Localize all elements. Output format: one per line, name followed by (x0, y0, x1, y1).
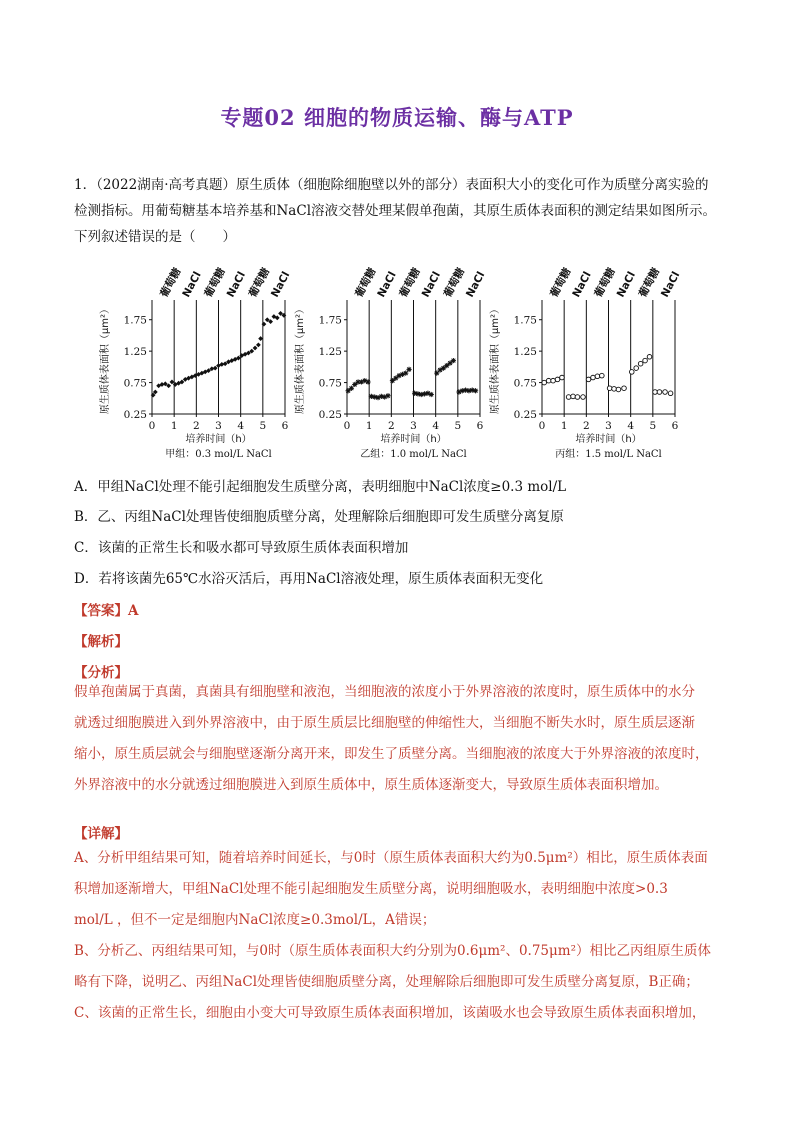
data-point (447, 360, 452, 365)
data-point (575, 395, 580, 400)
y-tick-label: 1.75 (513, 314, 537, 327)
data-point (346, 388, 351, 393)
chart-panel (293, 265, 487, 460)
analysis-label: 【解析】 (74, 634, 128, 650)
question-stem (74, 172, 724, 250)
y-tick-label: 1.25 (123, 346, 147, 359)
data-point (595, 374, 600, 379)
data-point (607, 386, 612, 391)
period-header: 葡萄糖 (353, 265, 379, 300)
fenxi-line: 就透过细胞膜进入到外界溶液中，由于原生质层比细胞壁的伸缩性大，当细胞不断失水时，原生质层逐渐 (74, 715, 695, 731)
y-tick-label: 1.25 (513, 346, 537, 359)
period-header: NaCl (614, 269, 638, 300)
y-tick-label: 0.25 (123, 409, 147, 421)
fenxi-text (74, 677, 724, 801)
data-point (390, 378, 395, 383)
x-axis-label: 培养时间（h） (575, 434, 642, 445)
panel-caption: 乙组：1.0 mol/L NaCl (360, 449, 467, 460)
x-tick-label: 4 (237, 420, 245, 432)
period-header: NaCl (658, 269, 683, 300)
x-tick-label: 5 (259, 420, 267, 432)
x-tick-label: 0 (148, 420, 156, 432)
data-point (253, 346, 258, 351)
x-tick-label: 6 (476, 420, 484, 432)
xiangjie-label: 【详解】 (74, 826, 128, 842)
question-line: 1．（2022湖南·高考真题）原生质体（细胞除细胞壁以外的部分）表面积大小的变化可作为质壁分离实验的 (74, 177, 709, 193)
x-tick-label: 6 (281, 420, 289, 432)
data-point (571, 394, 576, 399)
x-tick-label: 1 (365, 420, 373, 432)
period-header: 葡萄糖 (592, 265, 618, 300)
data-point (566, 395, 571, 400)
data-point (258, 336, 263, 341)
panel-caption: 丙组：1.5 mol/L NaCl (555, 449, 662, 460)
x-tick-label: 3 (605, 420, 612, 432)
answer-row (74, 599, 138, 619)
period-header: 葡萄糖 (158, 265, 184, 300)
period-header: NaCl (375, 269, 399, 300)
data-point (634, 366, 639, 371)
x-tick-label: 3 (410, 420, 417, 432)
question-line: 检测指标。用葡萄糖基本培养基和NaCl溶液交替处理某假单孢菌，其原生质体表面积的测定结果如图所示。 (74, 203, 717, 219)
data-point (393, 376, 398, 381)
xiangjie-text (74, 843, 724, 1029)
y-tick-label: 1.75 (318, 314, 342, 327)
data-point (586, 377, 591, 382)
data-point (629, 370, 634, 375)
period-header: NaCl (224, 269, 248, 300)
data-point (451, 358, 456, 363)
data-point (429, 392, 434, 397)
data-point (616, 387, 621, 392)
period-header: 葡萄糖 (441, 265, 468, 300)
xiangjie-line: 积增加逐渐增大，甲组NaCl处理不能引起细胞发生质壁分离，说明细胞吸水，表明细胞中浓度>0.3 (74, 881, 668, 897)
data-point (546, 378, 551, 383)
data-point (262, 322, 267, 327)
data-point (385, 393, 390, 398)
option-a: A．甲组NaCl处理不能引起细胞发生质壁分离，表明细胞中NaCl浓度≥0.3 mol/L (74, 479, 567, 495)
x-tick-label: 1 (170, 420, 178, 432)
period-header: 葡萄糖 (202, 265, 228, 300)
data-point (542, 380, 547, 385)
data-point (473, 388, 478, 393)
experiment-figure (96, 262, 696, 467)
data-point (643, 358, 648, 363)
x-tick-label: 1 (560, 420, 568, 432)
period-header: 葡萄糖 (246, 265, 273, 300)
x-axis-label: 培养时间（h） (380, 434, 447, 445)
data-point (213, 366, 218, 371)
period-header: NaCl (419, 269, 443, 300)
y-tick-label: 0.75 (123, 377, 147, 390)
data-point (444, 363, 449, 368)
data-point (256, 342, 261, 347)
data-point (600, 373, 605, 378)
y-axis-label: 原生质体表面积（μm²） (490, 303, 501, 415)
panel-caption: 甲组：0.3 mol/L NaCl (165, 449, 272, 460)
option-c: C．该菌的正常生长和吸水都可导致原生质体表面积增加 (74, 540, 409, 556)
period-header: NaCl (180, 269, 204, 300)
data-point (406, 367, 411, 372)
x-tick-label: 0 (538, 420, 546, 432)
data-point (663, 390, 668, 395)
y-axis-label: 原生质体表面积（μm²） (295, 303, 306, 415)
data-point (653, 390, 658, 395)
data-point (647, 355, 652, 360)
y-tick-label: 0.75 (513, 377, 537, 390)
x-tick-label: 4 (432, 420, 440, 432)
xiangjie-line: C、该菌的正常生长，细胞由小变大可导致原生质体表面积增加，该菌吸水也会导致原生质体表面积增加， (74, 1005, 706, 1021)
period-header: NaCl (570, 269, 594, 300)
data-point (555, 377, 560, 382)
fenxi-label: 【分析】 (74, 665, 128, 681)
y-tick-label: 0.25 (318, 409, 342, 421)
period-header: NaCl (268, 269, 293, 300)
x-tick-label: 2 (582, 420, 590, 432)
xiangjie-line: 略有下降，说明乙、丙组NaCl处理皆使细胞质壁分离，处理解除后细胞即可发生质壁分离复原，B正确； (74, 974, 699, 990)
y-axis-label: 原生质体表面积（μm²） (100, 303, 111, 415)
x-tick-label: 2 (387, 420, 395, 432)
answer-label: 【答案】 (74, 603, 128, 619)
data-point (638, 361, 643, 366)
question-line: 下列叙述错误的是（ ） (74, 229, 236, 245)
period-header: 葡萄糖 (548, 265, 574, 300)
fenxi-line: 假单孢菌属于真菌，真菌具有细胞壁和液泡，当细胞液的浓度小于外界溶液的浓度时，原生质体中的水分 (74, 684, 695, 700)
data-point (657, 390, 662, 395)
data-point (551, 378, 556, 383)
data-point (352, 382, 357, 387)
option-b: B．乙、丙组NaCl处理皆使细胞质壁分离，处理解除后细胞即可发生质壁分离复原 (74, 509, 564, 525)
x-tick-label: 5 (649, 420, 657, 432)
fenxi-line: 缩小，原生质层就会与细胞壁逐渐分离开来，即发生了质壁分离。当细胞液的浓度大于外界溶液的浓度时， (74, 746, 709, 762)
chart-panel (98, 265, 292, 460)
data-point (622, 386, 627, 391)
y-tick-label: 0.75 (318, 377, 342, 390)
data-point (581, 395, 586, 400)
x-axis-label: 培养时间（h） (185, 434, 252, 445)
data-point (668, 391, 673, 396)
y-tick-label: 1.75 (123, 314, 147, 327)
x-tick-label: 3 (215, 420, 222, 432)
y-tick-label: 1.25 (318, 346, 342, 359)
data-point (441, 366, 446, 371)
x-tick-label: 5 (454, 420, 462, 432)
data-point (591, 375, 596, 380)
period-header: 葡萄糖 (397, 265, 423, 300)
option-d: D．若将该菌先65℃水浴灭活后，再用NaCl溶液处理，原生质体表面积无变化 (74, 571, 544, 587)
y-tick-label: 0.25 (513, 409, 537, 421)
xiangjie-line: A、分析甲组结果可知，随着培养时间延长，与0时（原生质体表面积大约为0.5μm²）相比，原生质体表面 (74, 850, 708, 866)
fenxi-line: 外界溶液中的水分就透过细胞膜进入到原生质体中，原生质体逐渐变大，导致原生质体表面积增加。 (74, 777, 668, 793)
xiangjie-line: mol/L ，但不一定是细胞内NaCl浓度≥0.3mol/L，A错误； (74, 912, 436, 928)
period-header: 葡萄糖 (636, 265, 663, 300)
xiangjie-line: B、分析乙、丙组结果可知，与0时（原生质体表面积大约分别为0.6μm²、0.75μm²）相比乙丙组原生质体 (74, 943, 712, 959)
page-title: 专题02 细胞的物质运输、酶与ATP (220, 105, 574, 130)
data-point (612, 387, 617, 392)
period-header: NaCl (463, 269, 488, 300)
data-point (560, 375, 565, 380)
data-point (170, 380, 175, 385)
answer-value: A (128, 603, 139, 619)
x-tick-label: 0 (343, 420, 351, 432)
data-point (365, 379, 370, 384)
x-tick-label: 4 (627, 420, 635, 432)
x-tick-label: 6 (671, 420, 679, 432)
chart-panel (488, 265, 682, 460)
x-tick-label: 2 (192, 420, 200, 432)
